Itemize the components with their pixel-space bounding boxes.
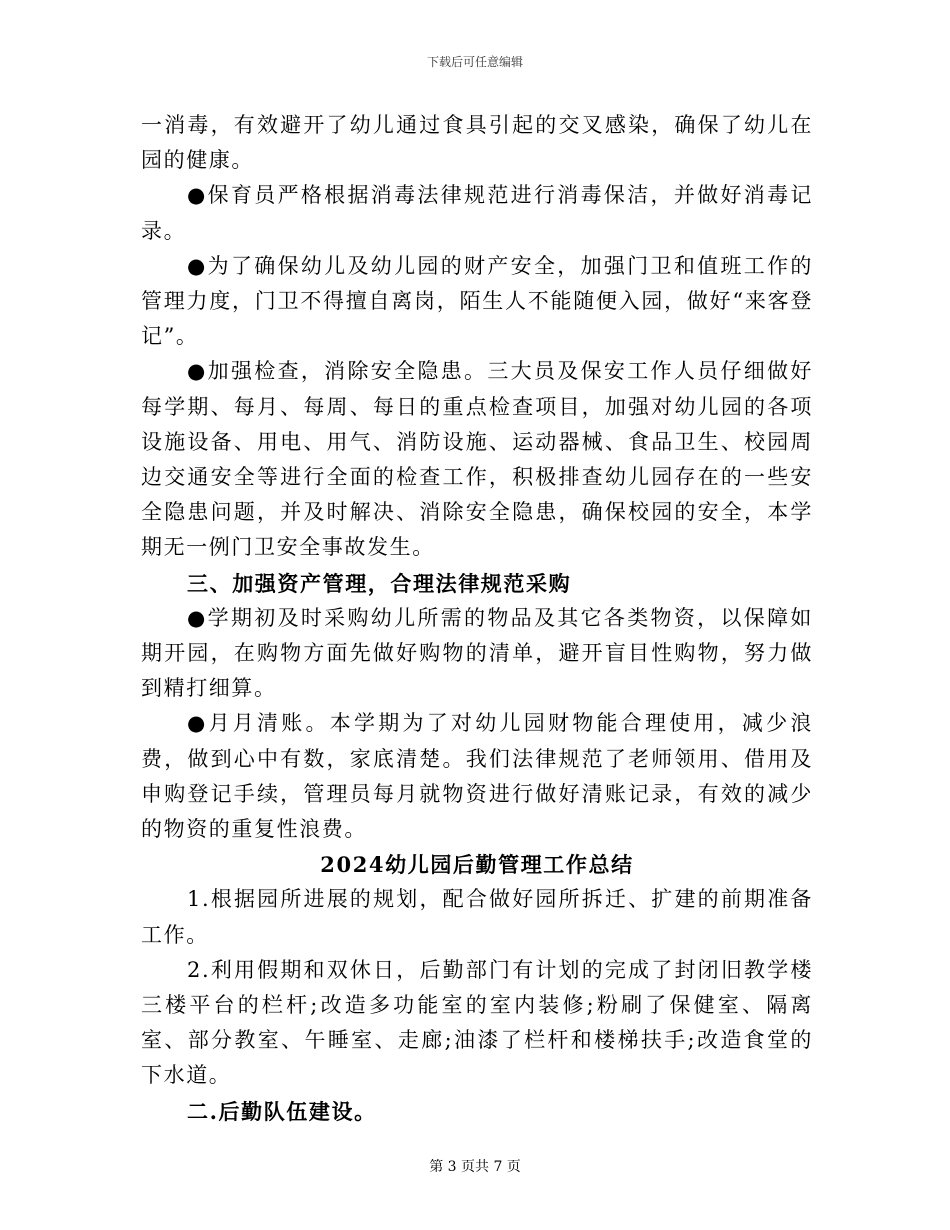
numbered-paragraph: 2.利用假期和双休日，后勤部门有计划的完成了封闭旧教学楼三楼平台的栏杆;改造多功能室的室内装修;粉刷了保健室、隔离室、部分教室、午睡室、走廊;油漆了栏杆和楼梯扶手;改造食堂的下水道。	[141, 957, 813, 1088]
bullet-paragraph: ●月月清账。本学期为了对幼儿园财物能合理使用，减少浪费，做到心中有数，家底清楚。我们法律规范了老师领用、借用及申购登记手续，管理员每月就物资进行做好清账记录，有效的减少的物资的重复性浪费。	[141, 711, 813, 842]
bullet-paragraph: ●为了确保幼儿及幼儿园的财产安全，加强门卫和值班工作的管理力度，门卫不得擅自离岗，陌生人不能随便入园，做好“来客登记”。	[141, 253, 813, 349]
section-heading: 三、加强资产管理，合理法律规范采购	[187, 570, 572, 596]
numbered-paragraph: 1.根据园所进展的规划，配合做好园所拆迁、扩建的前期准备工作。	[141, 887, 813, 947]
bullet-paragraph: ●加强检查，消除安全隐患。三大员及保安工作人员仔细做好每学期、每月、每周、每日的重点检查项目，加强对幼儿园的各项设施设备、用电、用气、消防设施、运动器械、食品卫生、校园周边交通安全等进行全面的检查工作，积极排查幼儿园存在的一些安全隐患问题，并及时解决、消除安全隐患，确保校园的安全，本学期无一例门卫安全事故发生。	[141, 359, 813, 560]
document-title: 2024幼儿园后勤管理工作总结	[320, 852, 634, 878]
page-footer: 第 3 页共 7 页	[429, 1159, 521, 1175]
paragraph: 一消毒，有效避开了幼儿通过食具引起的交叉感染，确保了幼儿在园的健康。	[141, 113, 813, 173]
bullet-paragraph: ●学期初及时采购幼儿所需的物品及其它各类物资，以保障如期开园，在购物方面先做好购物的清单，避开盲目性购物，努力做到精打细算。	[141, 605, 813, 701]
bullet-paragraph: ●保育员严格根据消毒法律规范进行消毒保洁，并做好消毒记录。	[141, 183, 813, 243]
page-header: 下载后可任意编辑	[426, 55, 523, 69]
document-body	[141, 108, 813, 1129]
section-heading: 二.后勤队伍建设。	[187, 1098, 377, 1124]
